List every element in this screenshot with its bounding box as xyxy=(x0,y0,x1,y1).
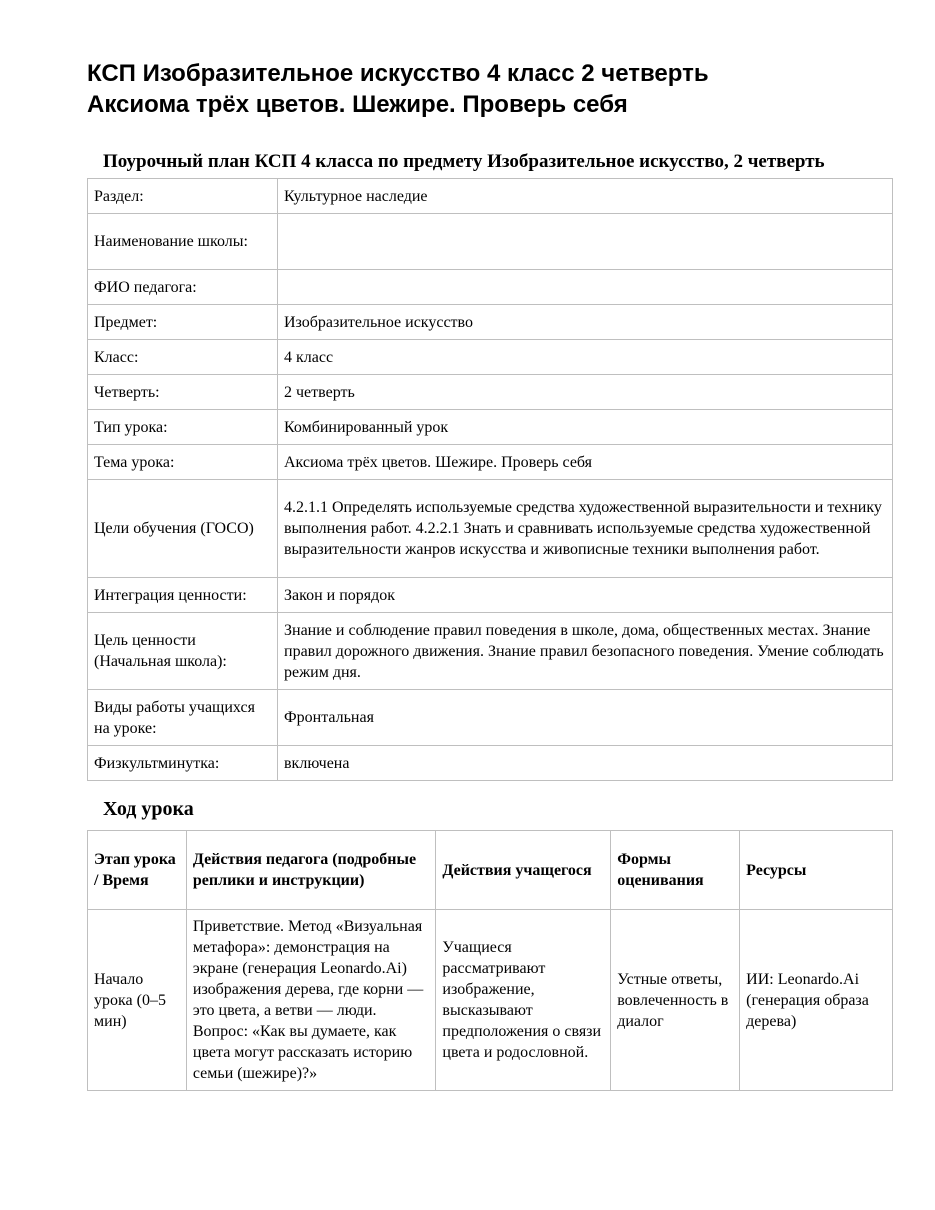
info-value xyxy=(278,214,893,270)
info-row xyxy=(88,214,893,270)
flow-cell: Учащиеся рассматривают изображение, высказывают предположения о связи цвета и родословной. xyxy=(436,910,611,1091)
info-label: Физкультминутка: xyxy=(88,746,278,781)
info-value: 2 четверть xyxy=(278,375,893,410)
flow-header-cell: Действия педагога (подробные реплики и инструкции) xyxy=(186,831,436,910)
info-label: Раздел: xyxy=(88,179,278,214)
info-value: Закон и порядок xyxy=(278,578,893,613)
lesson-info-table xyxy=(87,178,893,781)
info-label: Предмет: xyxy=(88,305,278,340)
lesson-flow-table xyxy=(87,830,893,1091)
title-line-2: Аксиома трёх цветов. Шежире. Проверь себя xyxy=(87,91,628,118)
info-row xyxy=(88,480,893,578)
info-value: 4 класс xyxy=(278,340,893,375)
flow-header-cell: Действия учащегося xyxy=(436,831,611,910)
info-label: Цель ценности (Начальная школа): xyxy=(88,613,278,690)
info-label: Тема урока: xyxy=(88,445,278,480)
info-value: включена xyxy=(278,746,893,781)
info-label: Виды работы учащихся на уроке: xyxy=(88,690,278,746)
info-row xyxy=(88,578,893,613)
info-row xyxy=(88,746,893,781)
info-row xyxy=(88,305,893,340)
info-label: ФИО педагога: xyxy=(88,270,278,305)
info-label: Тип урока: xyxy=(88,410,278,445)
info-label: Четверть: xyxy=(88,375,278,410)
info-row xyxy=(88,445,893,480)
info-label: Наименование школы: xyxy=(88,214,278,270)
info-row xyxy=(88,340,893,375)
info-value: Изобразительное искусство xyxy=(278,305,893,340)
flow-row xyxy=(88,910,893,1091)
flow-cell: ИИ: Leonardo.Ai (генерация образа дерева) xyxy=(740,910,893,1091)
document-page xyxy=(87,58,893,1091)
flow-cell: Приветствие. Метод «Визуальная метафора»: демонстрация на экране (генерация Leonardo.Ai) изображения дерева, где корни — это цвета, а ветви — люди. Вопрос: «Как вы думаете, как цвета могут рассказать историю семьи (шежире)?» xyxy=(186,910,436,1091)
info-value: 4.2.1.1 Определять используемые средства художественной выразительности и технику выполнения работ. 4.2.2.1 Знать и сравнивать используемые средства художественной выразительности жанров искусства и живописные техники выполнения работ. xyxy=(278,480,893,578)
info-label: Интеграция ценности: xyxy=(88,578,278,613)
flow-header-cell: Этап урока / Время xyxy=(88,831,187,910)
title-line-1: КСП Изобразительное искусство 4 класс 2 четверть xyxy=(87,60,709,87)
info-row xyxy=(88,410,893,445)
info-value xyxy=(278,270,893,305)
flow-header-cell: Формы оценивания xyxy=(611,831,740,910)
info-row xyxy=(88,270,893,305)
info-value: Аксиома трёх цветов. Шежире. Проверь себя xyxy=(278,445,893,480)
info-value: Фронтальная xyxy=(278,690,893,746)
flow-header-cell: Ресурсы xyxy=(740,831,893,910)
info-value: Комбинированный урок xyxy=(278,410,893,445)
info-row xyxy=(88,690,893,746)
flow-cell: Начало урока (0–5 мин) xyxy=(88,910,187,1091)
info-label: Класс: xyxy=(88,340,278,375)
info-label: Цели обучения (ГОСО) xyxy=(88,480,278,578)
info-value: Знание и соблюдение правил поведения в школе, дома, общественных местах. Знание правил дорожного движения. Знание правил безопасного поведения. Умение соблюдать режим дня. xyxy=(278,613,893,690)
info-row xyxy=(88,613,893,690)
info-row xyxy=(88,375,893,410)
lesson-flow-heading: Ход урока xyxy=(103,798,194,820)
info-value: Культурное наследие xyxy=(278,179,893,214)
document-title xyxy=(87,58,893,120)
info-row xyxy=(88,179,893,214)
plan-heading: Поурочный план КСП 4 класса по предмету Изобразительное искусство, 2 четверть xyxy=(103,151,825,172)
flow-header-row xyxy=(88,831,893,910)
flow-cell: Устные ответы, вовлеченность в диалог xyxy=(611,910,740,1091)
